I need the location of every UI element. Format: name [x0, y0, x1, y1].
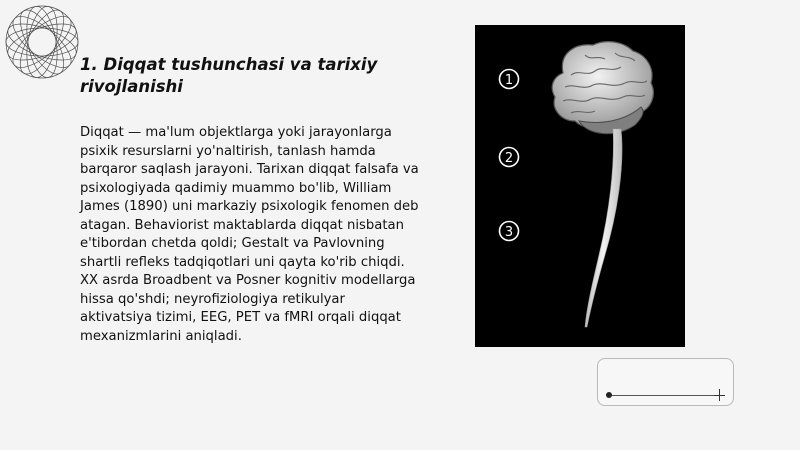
- marker-3: [500, 222, 519, 241]
- spirograph-decoration: [2, 2, 82, 82]
- scrub-track[interactable]: [608, 395, 720, 396]
- svg-text:1: 1: [504, 73, 514, 88]
- svg-text:3: 3: [504, 225, 514, 240]
- slide-body-text: Diqqat — ma'lum objektlarga yoki jarayonlarga psixik resurslarni yo'naltirish, tanlash hamda barqaror saqlash jarayoni. Tarixan diqqat falsafa va psixologiyada qadimiy muammo bo'lib, William James (1890) uni markaziy psixologik fenomen deb atagan. Behaviorist maktablarda diqqat nisbatan e'tibordan chetda qoldi; Gestalt va Pavlovning shartli refleks tadqiqotlari uni qayta ko'rib chiqdi. XX asrda Broadbent va Posner kognitiv modellarga hissa qo'shdi; neyrofiziologiya retikulyar aktivatsiya tizimi, EEG, PET va fMRI orqali diqqat mexanizmlarini aniqladi.: [80, 125, 419, 344]
- slide-title: 1. Diqqat tushunchasi va tarixiy rivojlanishi: [80, 55, 378, 96]
- scrub-end-icon: [714, 389, 725, 401]
- brain-illustration: [475, 25, 685, 347]
- brain-shape: [552, 42, 653, 134]
- spinal-cord-shape: [585, 129, 622, 327]
- media-player-control[interactable]: [597, 358, 734, 406]
- svg-text:2: 2: [504, 151, 514, 166]
- marker-2: [500, 148, 519, 167]
- marker-1: [500, 70, 519, 89]
- playhead-dot-icon[interactable]: [606, 392, 612, 398]
